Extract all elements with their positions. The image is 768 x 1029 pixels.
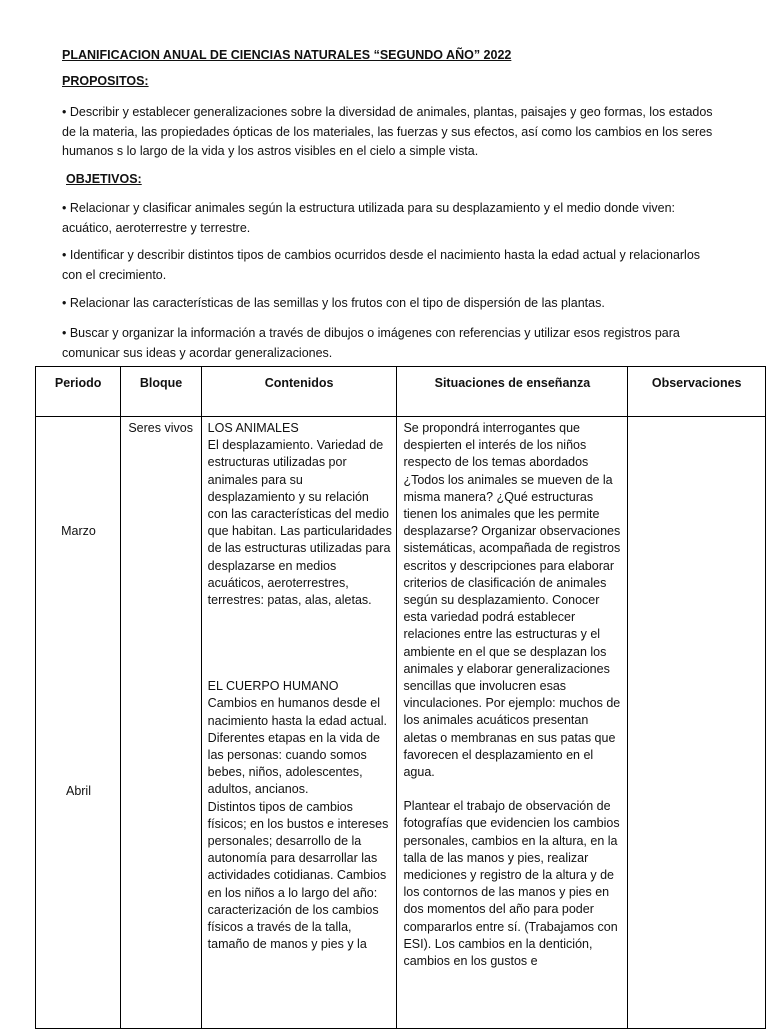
- objetivo-item: • Relacionar y clasificar animales según la estructura utilizada para su desplazamiento y el medio donde viven: acuático, aeroterrestre y terrestre.: [62, 201, 676, 235]
- header-periodo: Periodo: [36, 367, 121, 417]
- header-observaciones: Observaciones: [628, 367, 766, 417]
- header-situaciones: Situaciones de enseñanza: [397, 367, 628, 417]
- objetivo-item: • Relacionar las características de las semillas y los frutos con el tipo de dispersión de las plantas.: [62, 296, 605, 310]
- spacer: [403, 781, 623, 798]
- contenidos-cell: [201, 417, 397, 1029]
- propositos-text: • Describir y establecer generalizaciones sobre la diversidad de animales, plantas, paisajes y geo formas, los estados de la materia, las propiedades ópticas de los materiales, las fuerzas y sus efectos, así como los cambios en los seres humanos s lo largo de la vida y los astros visibles en el cielo a simple vista.: [62, 105, 713, 158]
- period-marzo: Marzo: [61, 524, 96, 538]
- header-contenidos: Contenidos: [201, 367, 397, 417]
- table-header-row: [36, 367, 766, 417]
- period-abril: Abril: [65, 784, 91, 798]
- cuerpo-text-2: Distintos tipos de cambios físicos; en los bustos e intereses personales; desarrollo de la autonomía para desarrollar las actividades cotidianas. Cambios en los niños a lo largo del año: caracterización de los cambios físicos a través de la talla, tamaño de manos y pies y la: [207, 799, 389, 952]
- cuerpo-title: EL CUERPO HUMANO: [207, 679, 339, 694]
- animales-text: El desplazamiento. Variedad de estructuras utilizadas por animales para su desplazamiento y su relación con las características del medio que habitan. Las particularidades de las estructuras utilizadas para desplazarse en medios acuáticos, aeroterrestres, terrestres: patas, alas, aletas.: [207, 438, 392, 608]
- propositos-heading: PROPOSITOS:: [62, 74, 149, 88]
- situaciones-part-1: Se propondrá interrogantes que despierten el interés de los niños respecto de los temas abordados ¿Todos los animales se mueven de la misma manera? ¿Qué estructuras tienen los animales que les permite desplazarse? Organizar observaciones sistemáticas, acompañada de registros escritos y descripciones para elaborar criterios de clasificación de animales según su desplazamiento. Conocer esta variedad podrá establecer relaciones entre las estructuras y el ambiente en el que se desplazan los animales y elaborar generalizaciones sencillas que involucren esas vinculaciones. Por ejemplo: muchos de los animales acuáticos presentan aletas o membranas en sus patas que favorecen el desplazamiento en el agua.: [403, 421, 621, 780]
- header-bloque: Bloque: [121, 367, 201, 417]
- observaciones-cell: [628, 417, 766, 1029]
- cuerpo-text: Cambios en humanos desde el nacimiento hasta la edad actual. Diferentes etapas en la vida de las personas: cuando somos bebes, niños, adolescentes, adultos, ancianos.: [207, 696, 387, 797]
- situaciones-part-2: Plantear el trabajo de observación de fotografías que evidencien los cambios personales, cambios en la altura, en la talla de las manos y pies, realizar mediciones y registro de la altura y de los contornos de las manos y pies en dos momentos del año para poder compararlos entre sí. (Trabajamos con ESI). Los cambios en la dentición, cambios en los gustos e: [403, 799, 620, 969]
- document-title: PLANIFICACION ANUAL DE CIENCIAS NATURALES “SEGUNDO AÑO” 2022: [62, 48, 512, 62]
- objetivo-item: • Identificar y describir distintos tipos de cambios ocurridos desde el nacimiento hasta la edad actual y relacionarlos con el crecimiento.: [62, 248, 701, 282]
- animales-title: LOS ANIMALES: [207, 421, 299, 435]
- objetivos-heading: OBJETIVOS:: [66, 172, 142, 186]
- objetivo-item: • Buscar y organizar la información a través de dibujos o imágenes con referencias y utilizar esos registros para comunicar sus ideas y acordar generalizaciones.: [62, 326, 680, 360]
- bloque-label: Seres vivos: [128, 421, 193, 435]
- bloque-cell: [121, 417, 201, 1029]
- planning-table: [35, 366, 766, 1029]
- situaciones-cell: [397, 417, 628, 1029]
- table-row: [36, 417, 766, 1029]
- periodo-cell: [36, 417, 121, 1029]
- spacer: [208, 609, 393, 678]
